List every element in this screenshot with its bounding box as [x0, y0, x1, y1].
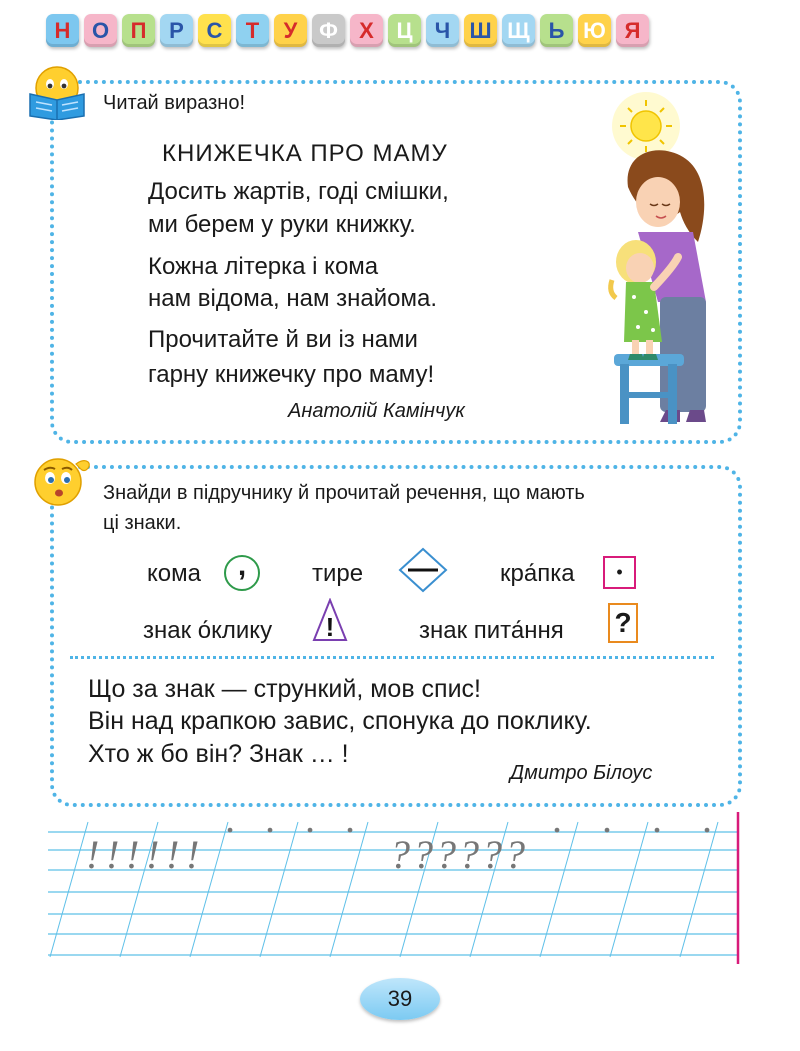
thinking-smiley-icon — [28, 452, 94, 508]
exclamation-symbol — [312, 598, 348, 642]
sign-label-period: кра́пка — [500, 560, 575, 587]
letter-tile: О — [84, 14, 117, 47]
riddle-line: Хто ж бо він? Знак … ! — [88, 740, 349, 768]
practice-mark: ! — [166, 832, 180, 877]
poem-line: ми берем у руки книжку. — [148, 211, 416, 238]
poem-line: Досить жартів, годі смішки, — [148, 178, 449, 205]
practice-mark: ? — [482, 832, 502, 877]
task-instruction-line1: Знайди в підручнику й прочитай речення, що мають — [103, 482, 585, 504]
riddle-line: Він над крапкою завис, спонука до поклику. — [88, 707, 592, 735]
letter-tile: Ф — [312, 14, 345, 47]
practice-mark: ! — [86, 832, 100, 877]
practice-mark: ? — [459, 832, 479, 877]
letter-tile: С — [198, 14, 231, 47]
poem-author: Анатолій Камінчук — [288, 400, 465, 422]
riddle-line: Що за знак — стрункий, мов спис! — [88, 675, 482, 703]
letter-tile: Х — [350, 14, 383, 47]
sign-label-exclamation: знак о́клику — [143, 617, 273, 644]
reading-instruction: Читай виразно! — [103, 92, 246, 114]
period-glyph: • — [616, 562, 623, 582]
dash-symbol — [398, 547, 448, 593]
practice-mark: . — [703, 812, 713, 841]
sign-label-dash: тире — [312, 560, 364, 587]
task-instruction-line2: ці знаки. — [103, 512, 182, 534]
letter-tile: Ц — [388, 14, 421, 47]
practice-mark: . — [306, 812, 316, 841]
practice-mark: . — [226, 812, 236, 841]
alphabet-strip — [46, 14, 649, 47]
mother-child-illustration — [598, 92, 720, 428]
question-glyph: ? — [614, 607, 632, 638]
writing-practice-lines — [48, 812, 758, 964]
comma-symbol — [224, 549, 260, 591]
practice-mark: ! — [126, 832, 140, 877]
riddle-author: Дмитро Білоус — [510, 762, 653, 784]
page-number — [360, 978, 440, 1020]
page-number-text: 39 — [387, 986, 413, 1011]
practice-mark: ? — [413, 832, 433, 877]
letter-tile: Ч — [426, 14, 459, 47]
poem-title: КНИЖЕЧКА ПРО МАМУ — [162, 140, 448, 167]
practice-mark: . — [653, 812, 663, 841]
letter-tile: У — [274, 14, 307, 47]
practice-mark: ! — [146, 832, 160, 877]
practice-mark: . — [346, 812, 356, 841]
letter-tile: Ш — [464, 14, 497, 47]
exclamation-glyph: ! — [325, 612, 335, 642]
practice-mark: ? — [436, 832, 456, 877]
letter-tile: Щ — [502, 14, 535, 47]
poem-line: Кожна літерка і кома — [148, 253, 379, 280]
reading-smiley-icon — [26, 64, 88, 120]
letter-tile: П — [122, 14, 155, 47]
practice-mark: ! — [186, 832, 200, 877]
practice-mark: . — [603, 812, 613, 841]
comma-glyph: , — [237, 549, 247, 582]
sign-label-question: знак пита́ння — [419, 617, 564, 644]
practice-mark: ? — [505, 832, 525, 877]
period-symbol — [603, 556, 636, 589]
sun-icon — [612, 92, 680, 160]
poem-line: гарну книжечку про маму! — [148, 361, 435, 388]
practice-mark: . — [266, 812, 276, 841]
letter-tile: Т — [236, 14, 269, 47]
practice-mark: . — [553, 812, 563, 841]
poem-line: нам відома, нам знайома. — [148, 285, 438, 312]
letter-tile: Ю — [578, 14, 611, 47]
dotted-separator — [70, 656, 714, 659]
letter-tile: Я — [616, 14, 649, 47]
sign-label-comma: кома — [147, 560, 201, 587]
question-symbol — [608, 603, 638, 643]
letter-tile: Ь — [540, 14, 573, 47]
poem-line: Прочитайте й ви із нами — [148, 326, 418, 353]
practice-mark: ? — [390, 832, 410, 877]
practice-mark: ! — [106, 832, 120, 877]
letter-tile: Р — [160, 14, 193, 47]
letter-tile: Н — [46, 14, 79, 47]
practice-marks — [86, 812, 713, 877]
